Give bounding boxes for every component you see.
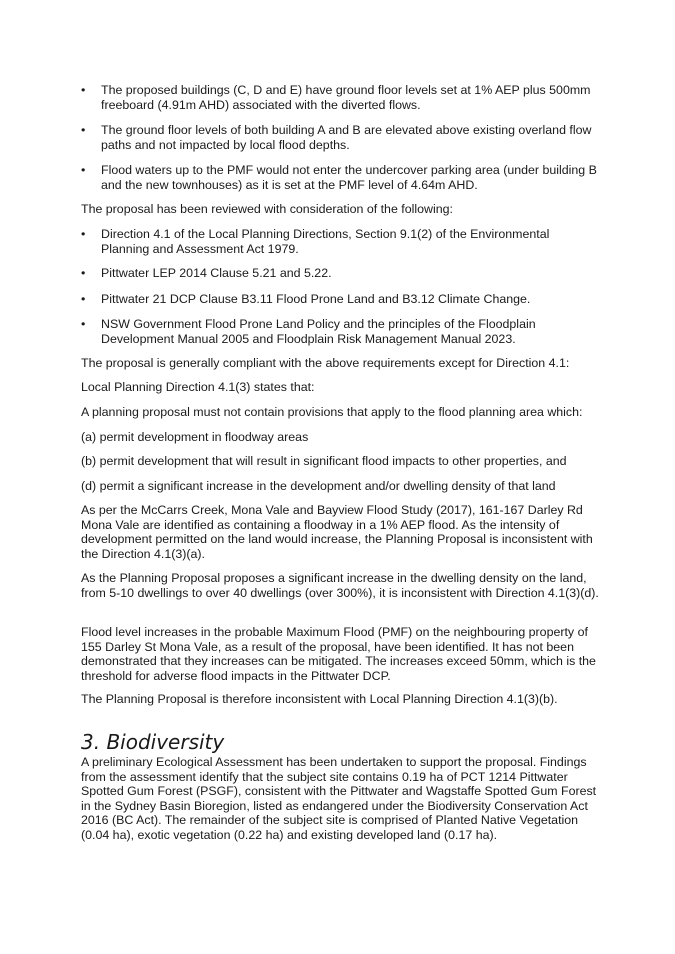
list-item-text: Pittwater 21 DCP Clause B3.11 Flood Prone Land and B3.12 Climate Change. <box>101 292 531 306</box>
paragraph: A planning proposal must not contain provisions that apply to the flood planning area which: <box>81 405 583 419</box>
list-item-text: The ground floor levels of both building A and B are elevated above existing overland flow paths and not impacted by local flood depths. <box>101 123 592 152</box>
bullet-glyph: • <box>81 266 86 280</box>
paragraph: The proposal is generally compliant with the above requirements except for Direction 4.1: <box>81 356 570 370</box>
paragraph: The Planning Proposal is therefore inconsistent with Local Planning Direction 4.1(3)(b). <box>81 692 558 706</box>
bullet-glyph: • <box>81 83 86 97</box>
paragraph: Local Planning Direction 4.1(3) states that: <box>81 380 315 394</box>
paragraph: As the Planning Proposal proposes a significant increase in the dwelling density on the land, from 5-10 dwellings to over 40 dwellings (over 300%), it is inconsistent with Direction 4.1(3)(d). <box>81 571 599 600</box>
list-item-text: Direction 4.1 of the Local Planning Directions, Section 9.1(2) of the Environmental Planning and Assessment Act 1979. <box>101 227 550 256</box>
paragraph: The proposal has been reviewed with consideration of the following: <box>81 202 453 216</box>
bullet-glyph: • <box>81 123 86 137</box>
list-item-text: Pittwater LEP 2014 Clause 5.21 and 5.22. <box>101 266 332 280</box>
bullet-glyph: • <box>81 163 86 177</box>
paragraph: (a) permit development in floodway areas <box>81 430 309 444</box>
list-item-text: NSW Government Flood Prone Land Policy and the principles of the Floodplain Development Manual 2005 and Floodplain Risk Management Manual 2023. <box>101 317 536 346</box>
list-item-text: Flood waters up to the PMF would not enter the undercover parking area (under building B and the new townhouses) as it is set at the PMF level of 4.64m AHD. <box>101 163 597 192</box>
paragraph: Flood level increases in the probable Maximum Flood (PMF) on the neighbouring property of 155 Darley St Mona Vale, as a result of the proposal, have been identified. It has not been demonstrated that they increases can be mitigated. The increases exceed 50mm, which is the threshold for adverse flood impacts in the Pittwater DCP. <box>81 625 596 683</box>
paragraph: (b) permit development that will result in significant flood impacts to other properties, and <box>81 454 567 468</box>
paragraph: (d) permit a significant increase in the development and/or dwelling density of that land <box>81 479 556 493</box>
list-item-text: The proposed buildings (C, D and E) have ground floor levels set at 1% AEP plus 500mm freeboard (4.91m AHD) associated with the diverted flows. <box>101 83 591 112</box>
paragraph: As per the McCarrs Creek, Mona Vale and Bayview Flood Study (2017), 161-167 Darley Rd Mona Vale are identified as containing a floodway in a 1% AEP flood. As the intensity of development permitted on the land would increase, the Planning Proposal is inconsistent with the Direction 4.1(3)(a). <box>81 503 593 561</box>
bullet-glyph: • <box>81 292 86 306</box>
paragraph: A preliminary Ecological Assessment has been undertaken to support the proposal. Findings from the assessment identify that the subject site contains 0.19 ha of PCT 1214 Pittwater Spotted Gum Forest (PSGF), consistent with the Pittwater and Wagstaffe Spotted Gum Forest in the Sydney Basin Bioregion, listed as endangered under the Biodiversity Conservation Act 2016 (BC Act). The remainder of the subject site is comprised of Planted Native Vegetation (0.04 ha), exotic vegetation (0.22 ha) and existing developed land (0.17 ha). <box>81 755 597 842</box>
bullet-glyph: • <box>81 317 86 331</box>
section-heading: 3. Biodiversity <box>81 730 225 754</box>
bullet-glyph: • <box>81 227 86 241</box>
